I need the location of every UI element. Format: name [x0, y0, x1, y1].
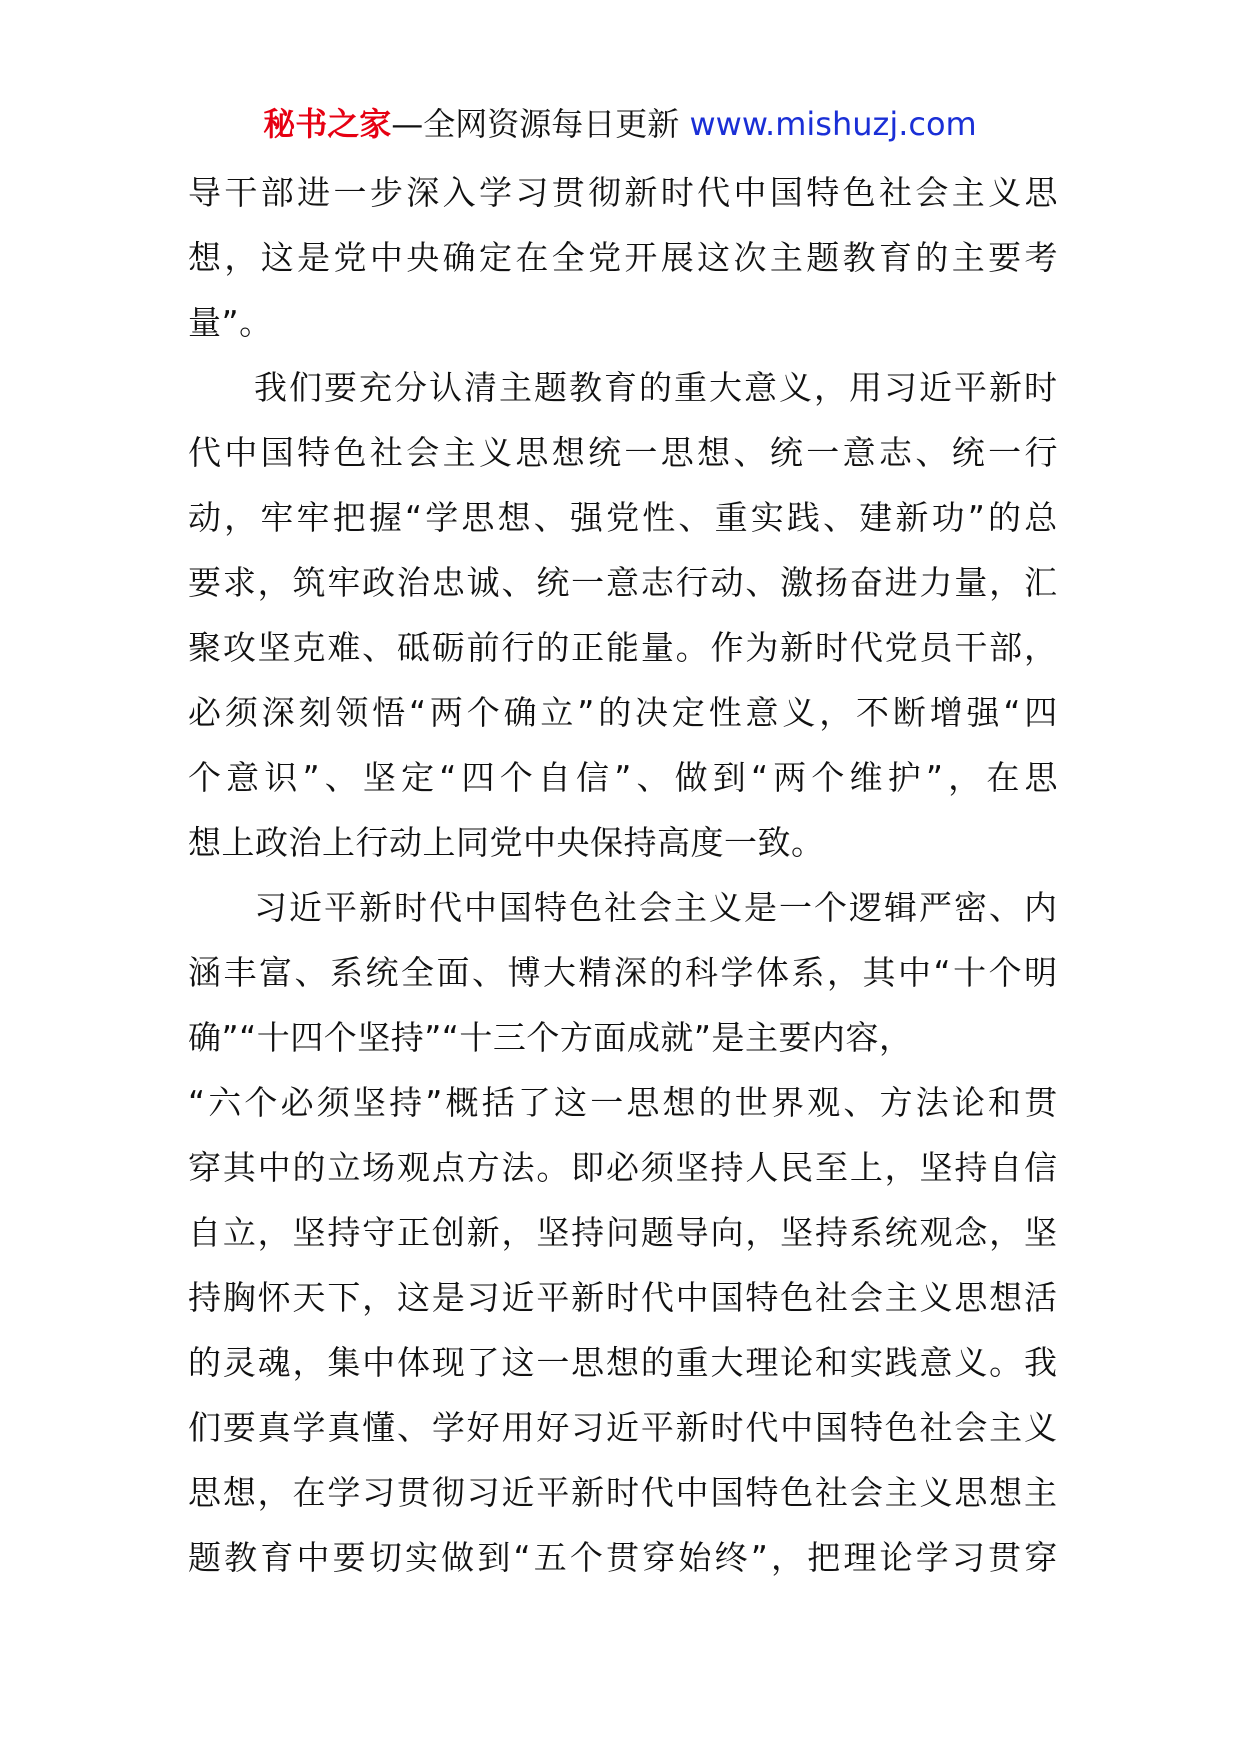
site-slogan: —全网资源每日更新	[391, 105, 680, 143]
text-line: 自立，坚持守正创新，坚持问题导向，坚持系统观念，坚	[188, 1213, 1059, 1252]
text-line: 们要真学真懂、学好用好习近平新时代中国特色社会主义	[188, 1408, 1059, 1447]
text-line: 穿其中的立场观点方法。即必须坚持人民至上，坚持自信	[188, 1148, 1059, 1187]
site-brand: 秘书之家	[263, 105, 392, 143]
text-line: 题教育中要切实做到“五个贯穿始终”，把理论学习贯穿	[188, 1538, 1061, 1577]
site-header	[0, 100, 1240, 148]
text-line: 导干部进一步深入学习贯彻新时代中国特色社会主义思	[188, 173, 1061, 212]
text-line: 思想，在学习贯彻习近平新时代中国特色社会主义思想主	[188, 1473, 1059, 1512]
text-line: 涵丰富、系统全面、博大精深的科学体系，其中“十个明	[188, 953, 1060, 992]
text-line: 想，这是党中央确定在全党开展这次主题教育的主要考	[188, 238, 1061, 277]
text-line: 持胸怀天下，这是习近平新时代中国特色社会主义思想活	[188, 1278, 1059, 1317]
text-line: 代中国特色社会主义思想统一思想、统一意志、统一行	[188, 433, 1061, 472]
text-line: 要求，筑牢政治忠诚、统一意志行动、激扬奋进力量，汇	[188, 563, 1059, 602]
document-body	[188, 160, 1063, 1590]
text-line: 个意识”、坚定“四个自信”、做到“两个维护”，在思	[188, 758, 1063, 797]
text-line: 必须深刻领悟“两个确立”的决定性意义，不断增强“四	[188, 693, 1062, 732]
text-line: “六个必须坚持”概括了这一思想的世界观、方法论和贯	[188, 1083, 1061, 1122]
text-line: 想上政治上行动上同党中央保持高度一致。	[188, 823, 825, 862]
text-line: 聚攻坚克难、砥砺前行的正能量。作为新时代党员干部，	[188, 628, 1059, 667]
text-line: 量”。	[188, 303, 273, 342]
text-line: 我们要充分认清主题教育的重大意义，用习近平新时	[254, 368, 1059, 407]
text-line: 动，牢牢把握“学思想、强党性、重实践、建新功”的总	[188, 498, 1061, 537]
text-line: 的灵魂，集中体现了这一思想的重大理论和实践意义。我	[188, 1343, 1059, 1382]
site-url-link[interactable]: www.mishuzj.com	[689, 105, 977, 143]
text-line: 习近平新时代中国特色社会主义是一个逻辑严密、内	[254, 888, 1059, 927]
text-line: 确”“十四个坚持”“十三个方面成就”是主要内容，	[188, 1018, 913, 1057]
